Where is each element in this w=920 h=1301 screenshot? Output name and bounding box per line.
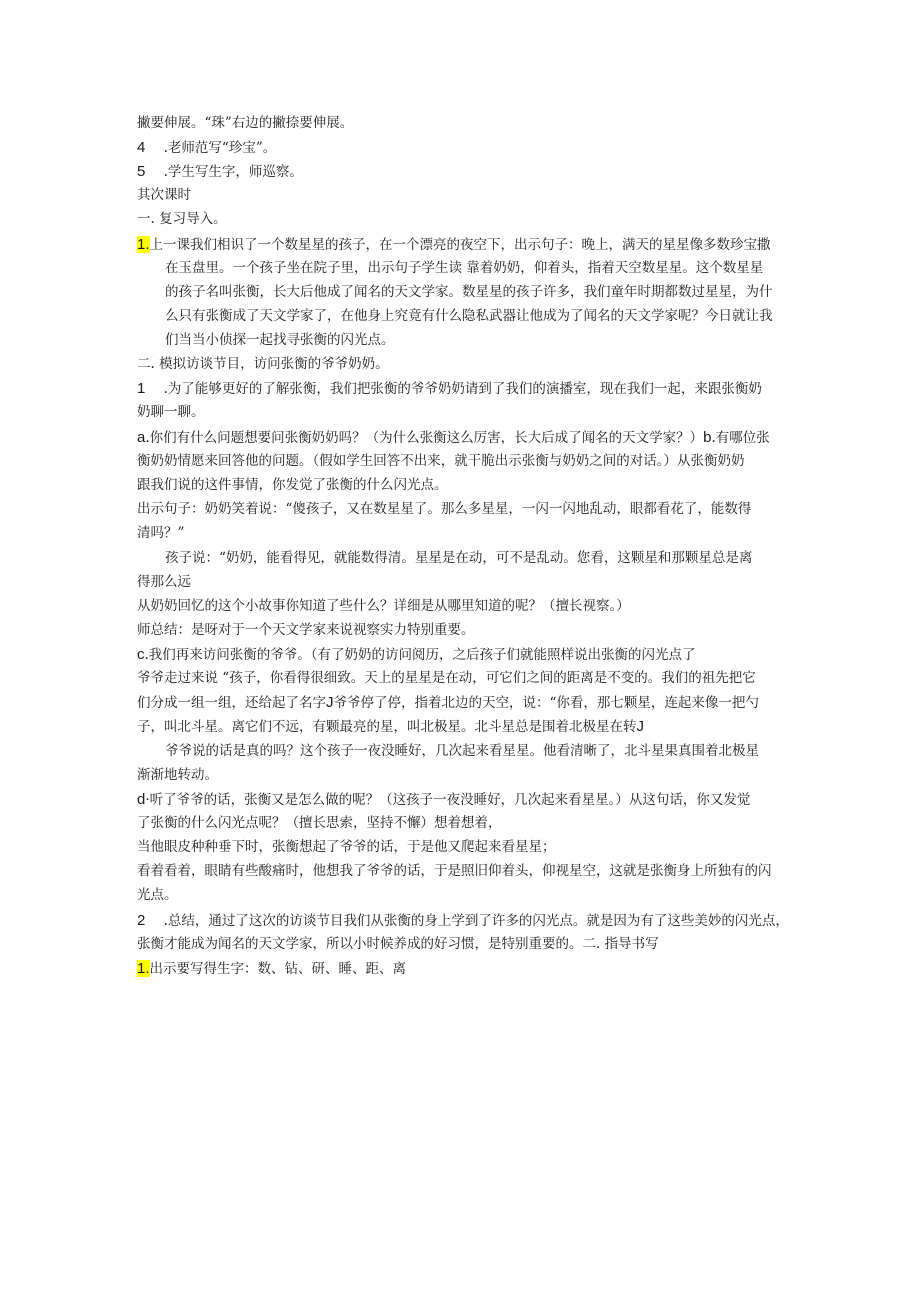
text-line: 子，叫北斗星。离它们不远，有颗最亮的星，叫北极星。北斗星总是围着北极星在转J [137, 718, 644, 735]
text-line: .学生写生字，师巡察。 [163, 164, 303, 180]
list-item [137, 160, 303, 185]
list-item [137, 136, 276, 161]
section-heading: 其次课时 [137, 187, 191, 203]
list-item [137, 377, 762, 402]
highlighted-number: 1. [137, 236, 150, 253]
list-letter: a [137, 429, 146, 446]
text-line: 师总结：是呀对于一个天文学家来说视察实力特别重要。 [137, 622, 475, 638]
text-line: 光点。 [137, 887, 178, 903]
text-line: 当他眼皮种种垂下时，张衡想起了爷爷的话，于是他又爬起来看星星； [137, 839, 556, 855]
text-line: 在玉盘里。一个孩子坐在院子里，出示句子学生读 靠着奶奶，仰着头，指着天空数星星。这个数星星 [165, 260, 764, 276]
text-line: 出示句子：奶奶笑着说：“傻孩子，又在数星星了。那么多星星，一闪一闪地乱动，眼都看花了，能数得 [137, 501, 752, 517]
text-line: 出示要写得生字：数、钻、研、睡、距、离 [149, 961, 407, 977]
text-line: 奶聊一聊。 [137, 404, 205, 420]
list-number: 4 [137, 139, 146, 156]
text-line: ·听了爷爷的话，张衡又是怎么做的呢？（这孩子一夜没睡好，几次起来看星星。）从这句话，你又发觉 [145, 792, 751, 808]
list-item [137, 426, 770, 451]
text-line: 看着看着，眼睛有些酸痛时，他想我了爷爷的话，于是照旧仰着头，仰视星空，这就是张衡身上所独有的闪 [137, 863, 772, 879]
text-line: .我们再来访问张衡的爷爷。（有了奶奶的访问阅历，之后孩子们就能照样说出张衡的闪光点了 [144, 647, 696, 663]
list-item [137, 233, 771, 258]
text-line: 衡奶奶情愿来回答他的问题。（假如学生回答不出来，就干脆出示张衡与奶奶之间的对话。）从张衡奶奶 [137, 453, 745, 469]
text-line: 们当当小侦探一起找寻张衡的闪光点。 [165, 332, 395, 348]
text-line: 撇要伸展。“珠”右边的撇捺要伸展。 [137, 115, 354, 131]
text-line: 跟我们说的这件事情，你发觉了张衡的什么闪光点。 [137, 477, 448, 493]
text-line: .为了能够更好的了解张衡，我们把张衡的爷爷奶奶请到了我们的演播室，现在我们一起，来跟张衡奶 [163, 381, 762, 397]
list-item [137, 788, 750, 813]
list-number: 2 [137, 912, 146, 929]
list-letter: c [137, 646, 145, 663]
text-line: 们分成一组一组，还给起了名字J爷爷停了停，指着北边的天空，说：“你看，那七颗星，连起来像一把勺 [137, 694, 759, 711]
list-number: 1 [137, 380, 146, 397]
text-line: 渐渐地转动。 [137, 767, 218, 783]
list-letter: b [703, 429, 712, 446]
text-line: .老师范写“珍宝”。 [163, 140, 277, 156]
text-line: 爷爷走过来说 “孩子，你看得很细致。天上的星星是在动，可它们之间的距离是不变的。我们的祖先把它 [137, 670, 756, 686]
text-line: 么只有张衡成了天文学家了，在他身上究竟有什么隐私武器让他成为了闻名的天文学家呢？今日就让我 [165, 308, 773, 324]
section-heading: 一. 复习导入。 [137, 211, 227, 227]
highlighted-number: 1. [137, 960, 150, 977]
list-item [137, 909, 789, 934]
text-line: 的孩子名叫张衡，长大后他成了闻名的天文学家。数星星的孩子许多，我们童年时期都数过星星，为什 [165, 284, 773, 300]
text-line: .你们有什么问题想要问张衡奶奶吗？（为什么张衡这么厉害，长大后成了闻名的天文学家？） [145, 430, 704, 446]
list-letter: d [137, 791, 146, 808]
text-line: 清吗？” [137, 525, 185, 541]
text-line: 爷爷说的话是真的吗？这个孩子一夜没睡好，几次起来看星星。他看清晰了，北斗星果真围着北极星 [165, 743, 759, 759]
text-line: 张衡才能成为闻名的天文学家，所以小时候养成的好习惯，是特别重要的。二. 指导书写 [137, 936, 659, 952]
list-item [137, 957, 406, 982]
stray-glyph: J [636, 718, 644, 735]
text-line: 了张衡的什么闪光点呢？（擅长思索，坚持不懈）想着想着， [137, 815, 502, 831]
text-line: 孩子说：“奶奶，能看得见，就能数得清。星星是在动，可不是乱动。您看，这颗星和那颗星总是离 [165, 550, 753, 566]
section-heading: 二. 模拟访谈节目，访问张衡的爷爷奶奶。 [137, 356, 389, 372]
text-line: 从奶奶回忆的这个小故事你知道了些什么？详细是从哪里知道的呢？（擅长视察。） [137, 598, 630, 614]
list-item [137, 643, 696, 668]
text-line: 上一课我们相识了一个数星星的孩子，在一个漂亮的夜空下，出示句子：晚上，满天的星星像多数珍宝撒 [149, 237, 771, 253]
text-line: .总结，通过了这次的访谈节目我们从张衡的身上学到了许多的闪光点。就是因为有了这些美妙的闪光点， [163, 913, 789, 929]
text-line: .有哪位张 [711, 430, 770, 446]
text-line: 得那么远 [137, 574, 191, 590]
stray-glyph: J [326, 694, 334, 711]
list-number: 5 [137, 163, 146, 180]
